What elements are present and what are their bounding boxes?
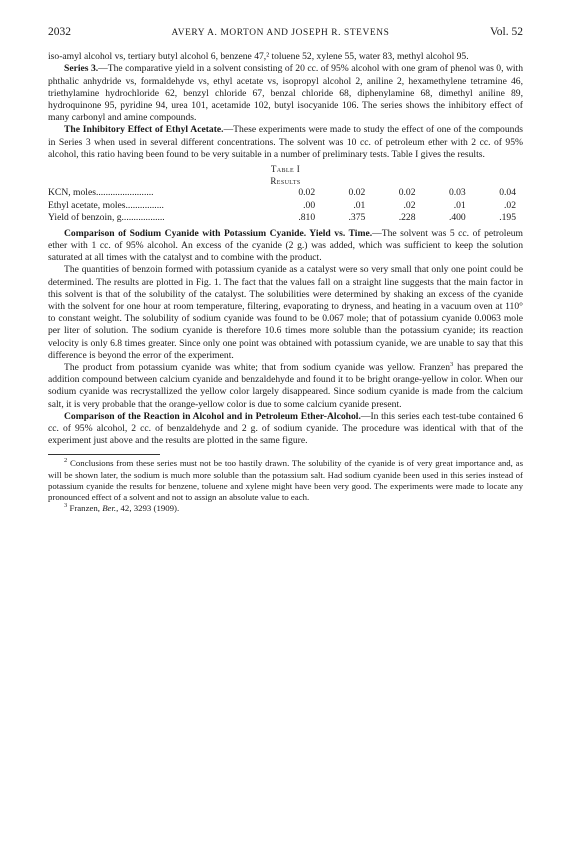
footnote-3-journal: Ber. [102,503,117,514]
paragraph-series-3 [48,63,523,124]
row-label: Ethyl acetate, moles................ [48,199,164,211]
table-cell: .228 [398,212,416,224]
table-cell: 0.03 [448,187,466,199]
comparison-cyanides-text: —The solvent was 5 cc. of petroleum ether with 1 cc. of 95% alcohol. An excess of the cyanide (2 g.) was added, which was sufficient to keep the solution saturated at all times with the catalyst and to combine with the product. [48,227,523,264]
ethyl-acetate-heading: The Inhibitory Effect of Ethyl Acetate. [64,124,224,136]
footnote-divider [48,454,160,455]
volume-label: Vol. 52 [489,26,523,38]
footnote-3-author: Franzen, [67,503,103,514]
footnote-ref-3[interactable]: 3 [450,360,454,368]
table-cell: .01 [453,199,466,211]
paragraph-comparison-solvents [48,411,523,448]
row-label: KCN, moles........................ [48,187,154,199]
running-authors: AVERY A. MORTON AND JOSEPH R. STEVENS [171,28,390,38]
footnote-3 [48,503,523,514]
comparison-cyanides-heading: Comparison of Sodium Cyanide with Potassium Cyanide. Yield vs. Time. [64,227,373,239]
table-cell: .02 [504,199,516,211]
table-cell: 0.02 [348,187,366,199]
footnote-3-ref: , 42, 3293 (1909). [116,503,180,514]
paragraph-product-color [48,362,523,411]
table-caption [48,163,523,187]
table-cell: 0.02 [398,187,416,199]
footnote-2 [48,458,523,503]
table-cell: 0.02 [298,187,316,199]
table-row [48,200,516,213]
row-label: Yield of benzoin, g.................. [48,212,165,224]
paragraph-comparison-cyanides [48,228,523,265]
comparison-solvents-text: —In this series each test-tube contained 6 cc. of 95% alcohol, 2 cc. of benzaldehyde and 2 g. of sodium cyanide. The procedure was identical with that of the experiment just above and the results are plotted in the same figure. [48,410,523,447]
table-cell: .810 [298,212,316,224]
table-cell: .375 [348,212,366,224]
product-color-text-start: The product from potassium cyanide was white; that from sodium cyanide was yellow. Franzen [64,362,450,374]
paragraph-quantities: The quantities of benzoin formed with potassium cyanide as a catalyst were so very small that only one point could be determined. The results are plotted in Fig. 1. The fact that the values fall on a straight line suggests that the main factor in this solvent is that of the solubility of the catalyst. The solubilities were determined by shaking an excess of the cyanide with the solvent for one hour at room temperature, filtering, evaporating to dryness, and heating in a vacuum oven at 110° to constant weight. The solubility of sodium cyanide was found to be 0.067 mole; that of potassium cyanide 0.0063 mole per liter of solution. The sodium cyanide is therefore 10.6 times more soluble than the potassium cyanide; its reaction velocity is only 6.8 times greater. Since only one point was obtained with potassium cyanide, we are unable to say that this difference is beyond the error of the experiment. [48,264,523,361]
ethyl-acetate-text: —These experiments were made to study the effect of one of the compounds in Series 3 when used in several different concentrations. The solvent was 10 cc. of petroleum ether with 2 cc. of 95% alcohol, this ratio having been found to be very suitable in a number of preliminary tests. Table I gives the results. [48,124,523,160]
comparison-solvents-heading: Comparison of the Reaction in Alcohol and in Petroleum Ether-Alcohol. [64,410,361,422]
table-cell: .400 [448,212,466,224]
paragraph-series-2-end: iso-amyl alcohol vs, tertiary butyl alcohol 6, benzene 47,² toluene 52, xylene 55, water 83, methyl alcohol 95. [48,51,469,63]
table-cell: .195 [499,212,516,224]
table-subtitle: Results [270,176,301,187]
table-cell: .00 [303,199,316,211]
table-cell: 0.04 [499,187,516,199]
footnote-2-text: Conclusions from these series must not be too hastily drawn. The solubility of the cyanide is of very great importance and, as will be shown later, the sodium is much more soluble than the potassium salt. Had sodium cyanide been used in this series instead of potassium cyanide the results for benzene, toluene and xylene might have been very good. The experiments were made to locate any pronounced effect of a solvent and not to assign an absolute value to each. [48,458,523,503]
product-color-text-end: has prepared the addition compound between calcium cyanide and benzaldehyde and found it to be bright orange-yellow in color. When our sodium cyanide was recrystallized the yellow color largely disappeared. Since sodium cyanide is made from the calcium salt, it is very probable that the orange-yellow color is due to some calcium cyanide present. [48,362,524,410]
paragraph-ethyl-acetate [48,124,523,161]
table-row [48,187,516,200]
table-title: Table I [270,164,301,175]
footnote-2-mark: 2 [64,457,68,465]
page-number: 2032 [48,26,71,38]
series-3-text: —The comparative yield in a solvent consisting of 20 cc. of 95% alcohol with one gram of phenol was 0, with phthalic anhydride vs, formaldehyde vs, ethyl acetate vs, isopropyl alcohol 2, aniline 2, hexamethylene tetramine 46, triethylamine hydrochloride 62, benzyl chloride 67, benzal chloride 68, diphenylamine 68, dimethyl aniline 89, hydroquinone 95, pyridine 94, urea 101, acetamide 102, butyl isocyanide 106. The series shows the inhibitory effect of many carbonyl and amine compounds. [48,63,524,124]
running-header [48,26,523,39]
table-cell: .02 [403,199,416,211]
results-table [48,187,516,225]
footnote-3-mark: 3 [64,502,68,510]
table-row [48,212,516,225]
series-3-heading: Series 3. [64,63,99,75]
table-cell: .01 [353,199,366,211]
